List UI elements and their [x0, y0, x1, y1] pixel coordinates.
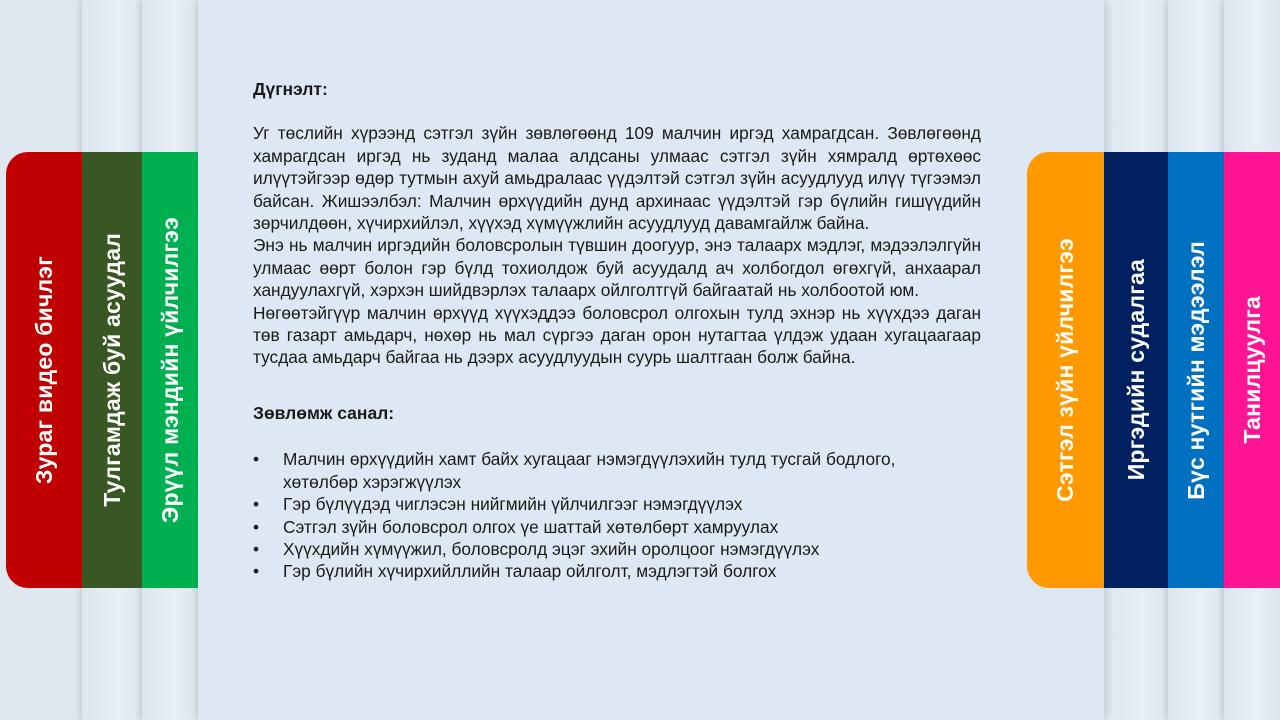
tab-label: Иргэдийн судалгаа	[1122, 259, 1149, 481]
tab-health-services[interactable]	[142, 152, 198, 588]
conclusion-paragraph: Энэ нь малчин иргэдийн боловсролын түвшин доогуур, энэ талаарх мэдлэг, мэдээлэлгүйн улмаас өөрт болон гэр бүлд тохиолдож буй асуудалд ач холбогдол өгөхгүй, анхаарал хандуулахгүй, хэрхэн шийдвэрлэх талаарх ойлголтгүй байгаатай нь холбоотой юм.	[253, 235, 981, 301]
tab-label: Бүс нутгийн мэдээлэл	[1182, 240, 1209, 500]
list-item: • Гэр бүлүүдэд чиглэсэн нийгмийн үйлчилгээг нэмэгдүүлэх	[253, 493, 969, 515]
tab-label: Сэтгэл зүйн үйлчилгээ	[1052, 238, 1078, 502]
conclusion-heading: Дүгнэлт:	[253, 79, 328, 99]
tab-label: Танилцуулга	[1238, 296, 1265, 444]
recommendations-list	[253, 448, 981, 582]
conclusion-paragraph: Уг төслийн хүрээнд сэтгэл зүйн зөвлөгөөнд 109 малчин иргэд хамрагдсан. Зөвлөгөөнд хамрагдсан иргэд нь зуданд малаа алдсаны улмаас сэтгэл зүйн хямралд өртөхөөс илүүтэйгээр өдөр тутмын ахуй амьдралаас үүдэлтэй сэтгэл зүйн асуудлууд илүү түгээмэл байсан. Жишээлбэл: Малчин өрхүүдийн дунд архинаас үүдэлтэй гэр бүлийн гишүүдийн зөрчилдөөн, хүчирхийлэл, хүүхэд хүмүүжлийн асуудлууд давамгайлж байна.	[253, 123, 981, 234]
tab-urgent-issues[interactable]	[82, 152, 142, 588]
tab-regional-info[interactable]	[1168, 152, 1224, 588]
tab-label: Тулгамдаж буй асуудал	[98, 233, 125, 507]
tab-psychological-services[interactable]	[1027, 152, 1104, 588]
list-item: • Гэр бүлийн хүчирхийллийн талаар ойлголт, мэдлэгтэй болгох	[253, 560, 969, 582]
tab-introduction[interactable]	[1224, 152, 1280, 588]
list-item: • Хүүхдийн хүмүүжил, боловсролд эцэг эхийн оролцоог нэмэгдүүлэх	[253, 538, 969, 560]
tab-label: Зураг видео бичлэг	[30, 255, 57, 484]
recommendations-heading: Зөвлөмж санал:	[253, 402, 395, 423]
conclusion-paragraph: Нөгөөтэйгүүр малчин өрхүүд хүүхэддээ боловсрол олгохын тулд эхнэр нь хүүхдээ даган төв газарт амьдарч, нөхөр нь мал сүргээ даган орон нутагтаа үлдэж удаан хугацаагаар тусдаа амьдарч байгаа нь дээрх асуудлуудын суурь шалтгаан болж байна.	[253, 302, 981, 368]
list-item: • Сэтгэл зүйн боловсрол олгох үе шаттай хөтөлбөрт хамруулах	[253, 516, 969, 538]
tab-label: Эрүүл мэндийн үйлчилгээ	[156, 216, 183, 524]
main-content	[253, 78, 981, 583]
list-item: • Малчин өрхүүдийн хамт байх хугацааг нэмэгдүүлэхийн тулд тусгай бодлого, хөтөлбөр хэрэгжүүлэх	[253, 448, 969, 493]
tab-photo-video[interactable]	[6, 152, 82, 588]
tab-citizen-survey[interactable]	[1104, 152, 1168, 588]
